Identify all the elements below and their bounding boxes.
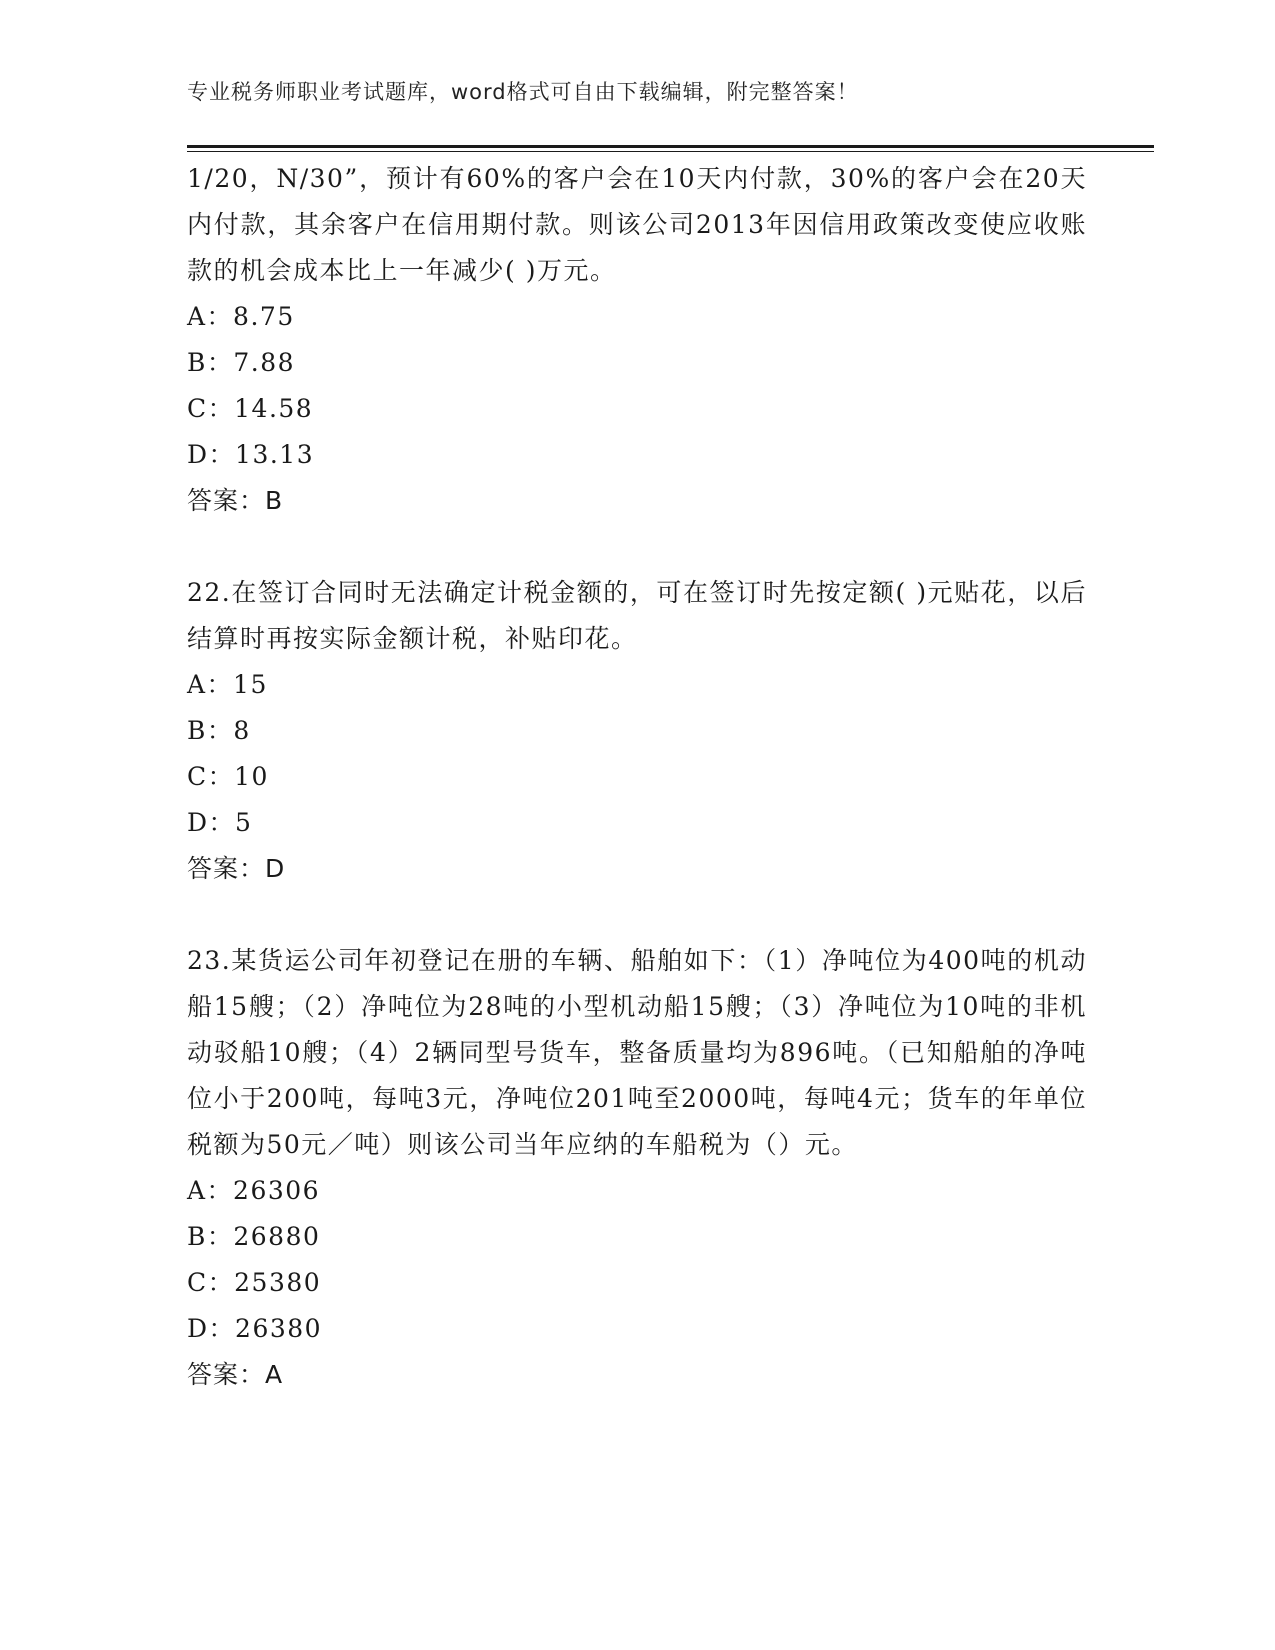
question-list — [187, 156, 1087, 1398]
header-rule-thick — [187, 145, 1154, 148]
option-b: B：7.88 — [187, 348, 296, 377]
header-rule-thin — [187, 151, 1154, 152]
answer-line: 答案：A — [187, 1360, 284, 1389]
spacer — [187, 892, 1087, 938]
option-b: B：26880 — [187, 1222, 321, 1251]
question-text: 22.在签订合同时无法确定计税金额的，可在签订时先按定额( )元贴花，以后结算时再按实际金额计税，补贴印花。 — [187, 578, 1087, 653]
option-d: D：13.13 — [187, 440, 315, 469]
option-c: C：14.58 — [187, 394, 314, 423]
option-b: B：8 — [187, 716, 251, 745]
question-block — [187, 938, 1087, 1398]
answer-line: 答案：D — [187, 854, 286, 883]
question-block — [187, 570, 1087, 892]
option-c: C：10 — [187, 762, 269, 791]
page-header: 专业税务师职业考试题库，word格式可自由下载编辑，附完整答案！ — [187, 80, 859, 104]
option-c: C：25380 — [187, 1268, 322, 1297]
option-d: D：5 — [187, 808, 253, 837]
option-a: A：15 — [187, 670, 268, 699]
question-block — [187, 156, 1087, 524]
question-text: 1/20，N/30”，预计有60%的客户会在10天内付款，30%的客户会在20天内付款，其余客户在信用期付款。则该公司2013年因信用政策改变使应收账款的机会成本比上一年减少( )万元。 — [187, 164, 1087, 285]
option-d: D：26380 — [187, 1314, 323, 1343]
option-a: A：26306 — [187, 1176, 321, 1205]
spacer — [187, 524, 1087, 570]
option-a: A：8.75 — [187, 302, 295, 331]
question-text: 23.某货运公司年初登记在册的车辆、船舶如下：（1）净吨位为400吨的机动船15艘；（2）净吨位为28吨的小型机动船15艘；（3）净吨位为10吨的非机动驳船10艘；（4）2辆同型号货车，整备质量均为896吨。（已知船舶的净吨位小于200吨，每吨3元，净吨位201吨至2000吨，每吨4元；货车的年单位税额为50元／吨）则该公司当年应纳的车船税为（）元。 — [187, 946, 1087, 1159]
answer-line: 答案：B — [187, 486, 284, 515]
